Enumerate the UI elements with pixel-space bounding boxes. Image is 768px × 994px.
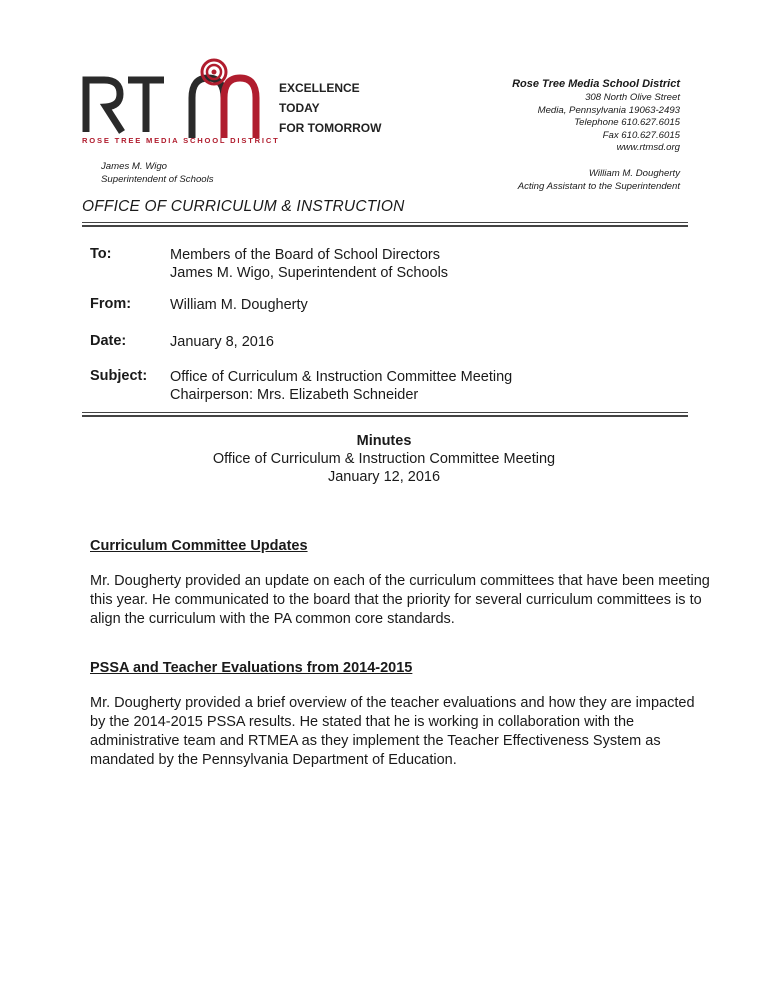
tagline-line: FOR TOMORROW bbox=[279, 121, 382, 135]
logo-district-name: ROSE TREE MEDIA SCHOOL DISTRICT bbox=[82, 136, 280, 145]
address-line: Media, Pennsylvania 19063-2493 bbox=[537, 104, 680, 116]
district-name: Rose Tree Media School District bbox=[512, 78, 680, 90]
section-heading: PSSA and Teacher Evaluations from 2014-2015 bbox=[90, 660, 413, 676]
tagline-line: TODAY bbox=[279, 101, 320, 115]
superintendent-title: Superintendent of Schools bbox=[101, 173, 214, 185]
to-line: Members of the Board of School Directors bbox=[170, 247, 440, 263]
tagline bbox=[279, 78, 381, 138]
subject-line: Office of Curriculum & Instruction Committee Meeting bbox=[170, 369, 513, 385]
minutes-heading bbox=[0, 432, 768, 486]
office-title: OFFICE OF CURRICULUM & INSTRUCTION bbox=[82, 198, 405, 215]
header-divider bbox=[82, 222, 688, 227]
assistant-title: Acting Assistant to the Superintendent bbox=[517, 180, 680, 192]
section-body: Mr. Dougherty provided an update on each of the curriculum committees that have been meeting this year. He communicated to the board that the priority for several curriculum committees is to align the curriculum with the PA common core standards. bbox=[90, 573, 710, 627]
district-address bbox=[538, 92, 680, 155]
from-value: William M. Dougherty bbox=[170, 297, 308, 313]
section-body: Mr. Dougherty provided a brief overview of the teacher evaluations and how they are impacted by the 2014-2015 PSSA results. He stated that he is working in collaboration with the administrative team and RTMEA as they implement the Teacher Effectiveness System as mandated by the Pennsylvania Department of Education. bbox=[90, 695, 695, 768]
to-value bbox=[170, 246, 448, 282]
subject-label: Subject: bbox=[90, 368, 148, 384]
assistant-info bbox=[518, 168, 680, 193]
subject-line: Chairperson: Mrs. Elizabeth Schneider bbox=[170, 387, 419, 403]
memo-divider bbox=[82, 412, 688, 417]
minutes-subtitle: Office of Curriculum & Instruction Committee Meeting bbox=[212, 451, 556, 467]
superintendent-name: James M. Wigo bbox=[101, 161, 168, 172]
address-line: 308 North Olive Street bbox=[585, 92, 680, 103]
address-line: Fax 610.627.6015 bbox=[602, 129, 680, 141]
section-heading: Curriculum Committee Updates bbox=[90, 538, 308, 554]
tagline-line: EXCELLENCE bbox=[279, 81, 360, 95]
assistant-name: William M. Dougherty bbox=[588, 168, 680, 179]
date-label: Date: bbox=[90, 333, 127, 349]
rose-arch-icon bbox=[186, 56, 266, 140]
to-line: James M. Wigo, Superintendent of Schools bbox=[170, 265, 449, 281]
superintendent-info bbox=[101, 161, 214, 186]
minutes-title: Minutes bbox=[356, 433, 412, 449]
address-line: Telephone 610.627.6015 bbox=[574, 117, 680, 129]
website-link[interactable]: www.rtmsd.org bbox=[616, 142, 680, 154]
date-value: January 8, 2016 bbox=[170, 334, 274, 350]
to-label: To: bbox=[90, 246, 112, 262]
from-label: From: bbox=[90, 296, 132, 312]
minutes-date: January 12, 2016 bbox=[327, 469, 441, 485]
subject-value bbox=[170, 368, 512, 404]
